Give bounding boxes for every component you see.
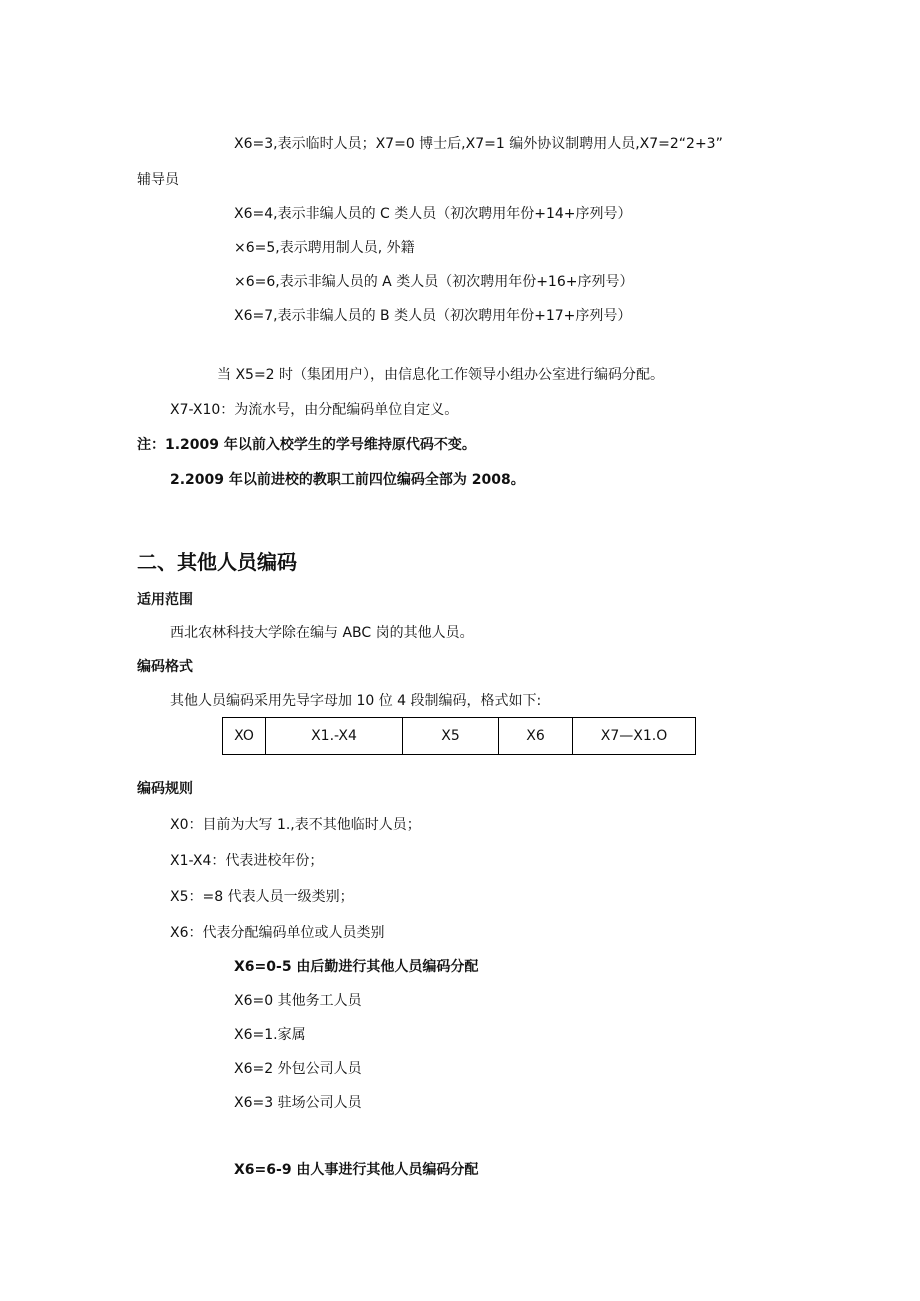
rule-x6-6-9: X6=6-9 由人事进行其他人员编码分配 (234, 1162, 479, 1178)
table-cell-x5: X5 (403, 718, 499, 755)
rule-x6-2: X6=2 外包公司人员 (234, 1061, 362, 1077)
rule-x5: X5：=8 代表人员一级类别； (170, 889, 354, 905)
note-2: 2.2009 年以前进校的教职工前四位编码全部为 2008。 (170, 472, 525, 488)
table-cell-x1-x4: X1.-X4 (266, 718, 403, 755)
scope-text: 西北农林科技大学除在编与 ABC 岗的其他人员。 (170, 625, 474, 641)
line-x6-7: X6=7,表示非编人员的 B 类人员（初次聘用年份+17+序列号） (234, 308, 632, 324)
scope-heading: 适用范围 (137, 592, 193, 608)
rule-x6-0-5: X6=0-5 由后勤进行其他人员编码分配 (234, 959, 479, 975)
rule-x6-1: X6=1.家属 (234, 1027, 306, 1043)
rules-heading: 编码规则 (137, 781, 193, 797)
line-x6-3: X6=3,表示临时人员；X7=0 博士后,X7=1 编外协议制聘用人员,X7=2“2+3” (234, 136, 723, 152)
format-text: 其他人员编码采用先导字母加 10 位 4 段制编码，格式如下: (170, 693, 542, 709)
table-cell-x7-x10: X7—X1.O (573, 718, 696, 755)
line-x6-5: ×6=5,表示聘用制人员, 外籍 (234, 240, 415, 256)
note-1: 注：1.2009 年以前入校学生的学号维持原代码不变。 (137, 437, 476, 453)
line-x5-2: 当 X5=2 时（集团用户），由信息化工作领导小组办公室进行编码分配。 (217, 367, 665, 383)
line-x6-6: ×6=6,表示非编人员的 A 类人员（初次聘用年份+16+序列号） (234, 274, 634, 290)
section-title: 二、其他人员编码 (137, 550, 297, 574)
rule-x6: X6：代表分配编码单位或人员类别 (170, 925, 385, 941)
rule-x0: X0：目前为大写 1.,表不其他临时人员； (170, 817, 421, 833)
line-fudaoyuan: 辅导员 (137, 172, 179, 188)
line-x6-4: X6=4,表示非编人员的 C 类人员（初次聘用年份+14+序列号） (234, 206, 632, 222)
line-x7-x10: X7-X10：为流水号，由分配编码单位自定义。 (170, 402, 459, 418)
format-heading: 编码格式 (137, 659, 193, 675)
format-table (222, 717, 696, 755)
rule-x6-0: X6=0 其他务工人员 (234, 993, 362, 1009)
table-cell-x0: XO (223, 718, 266, 755)
table-row (223, 718, 696, 755)
table-cell-x6: X6 (499, 718, 573, 755)
rule-x1-x4: X1-X4：代表进校年份； (170, 853, 324, 869)
rule-x6-3: X6=3 驻场公司人员 (234, 1095, 362, 1111)
